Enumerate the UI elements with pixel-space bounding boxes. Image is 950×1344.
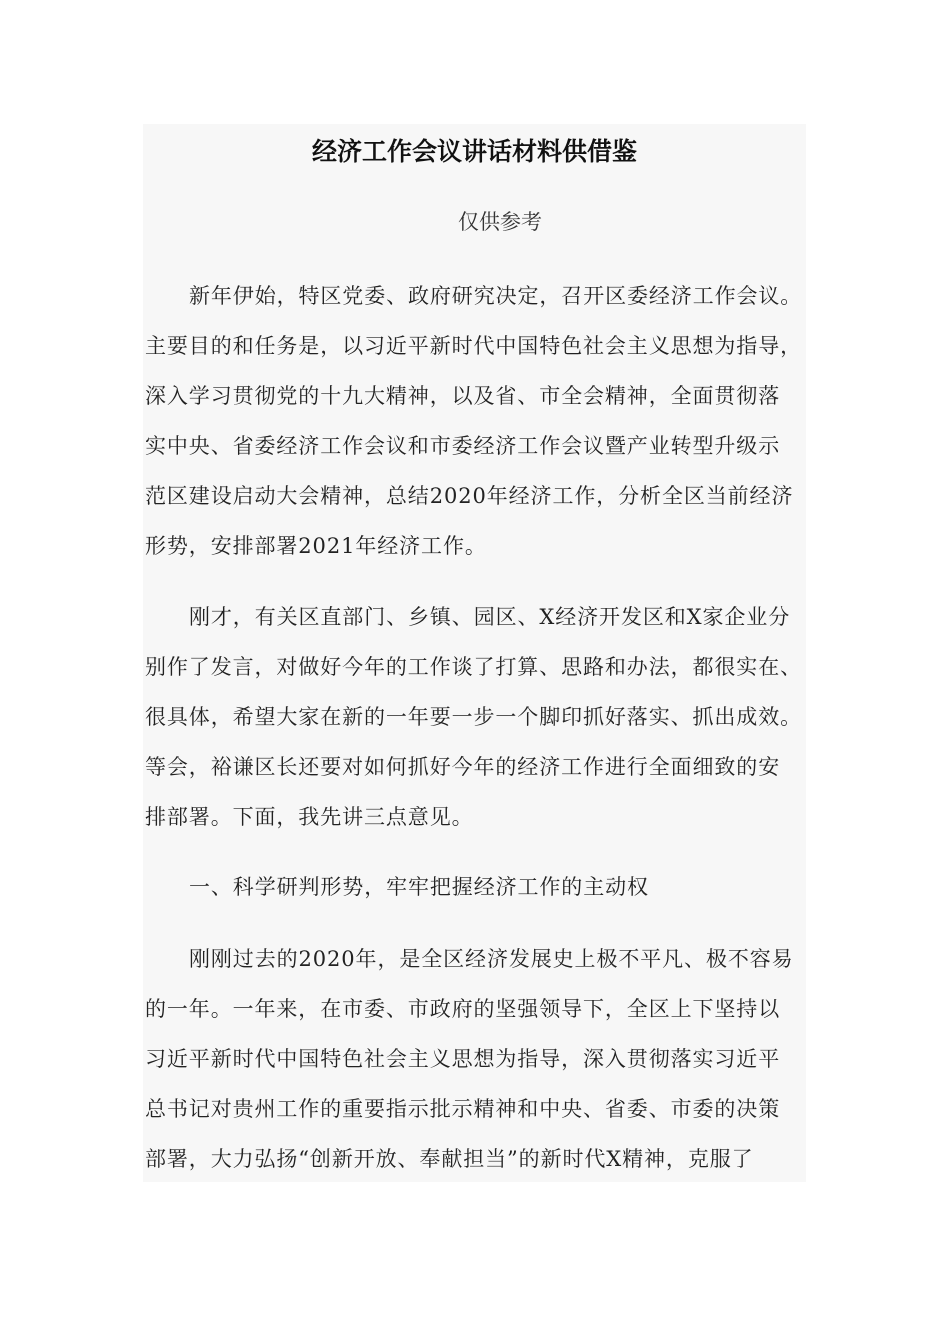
paragraph-2 [145, 592, 805, 842]
paragraph-1 [145, 271, 805, 571]
paragraph-line: 部署，大力弘扬“创新开放、奉献担当”的新时代X精神，克服了 [145, 1147, 754, 1171]
paragraph-line: 主要目的和任务是，以习近平新时代中国特色社会主义思想为指导， [145, 334, 802, 358]
section-heading [145, 862, 805, 912]
paragraph-line: 等会，裕谦区长还要对如何抓好今年的经济工作进行全面细致的安 [145, 755, 781, 779]
paragraph-line: 习近平新时代中国特色社会主义思想为指导，深入贯彻落实习近平 [145, 1047, 781, 1071]
paragraph-line: 新年伊始，特区党委、政府研究决定，召开区委经济工作会议。 [189, 284, 803, 308]
paragraph-line: 的一年。一年来，在市委、市政府的坚强领导下，全区上下坚持以 [145, 997, 781, 1021]
paragraph-line: 排部署。下面，我先讲三点意见。 [145, 805, 474, 829]
paragraph-line: 别作了发言，对做好今年的工作谈了打算、思路和办法，都很实在、 [145, 655, 802, 679]
paragraph-3 [145, 934, 805, 1184]
section-heading-text: 一、科学研判形势，牢牢把握经济工作的主动权 [189, 875, 649, 899]
document-subtitle: 仅供参考 [458, 210, 542, 234]
document-title: 经济工作会议讲话材料供借鉴 [311, 137, 637, 166]
paragraph-line: 实中央、省委经济工作会议和市委经济工作会议暨产业转型升级示 [145, 434, 781, 458]
paragraph-line: 深入学习贯彻党的十九大精神，以及省、市全会精神，全面贯彻落 [145, 384, 781, 408]
paragraph-line: 形势，安排部署2021年经济工作。 [145, 534, 487, 558]
paragraph-line: 刚才，有关区直部门、乡镇、园区、X经济开发区和X家企业分 [189, 605, 791, 629]
paragraph-line: 很具体，希望大家在新的一年要一步一个脚印抓好落实、抓出成效。 [145, 705, 802, 729]
paragraph-line: 范区建设启动大会精神，总结2020年经济工作，分析全区当前经济 [145, 484, 794, 508]
paragraph-line: 刚刚过去的2020年，是全区经济发展史上极不平凡、极不容易 [189, 947, 794, 971]
paragraph-line: 总书记对贵州工作的重要指示批示精神和中央、省委、市委的决策 [145, 1097, 781, 1121]
